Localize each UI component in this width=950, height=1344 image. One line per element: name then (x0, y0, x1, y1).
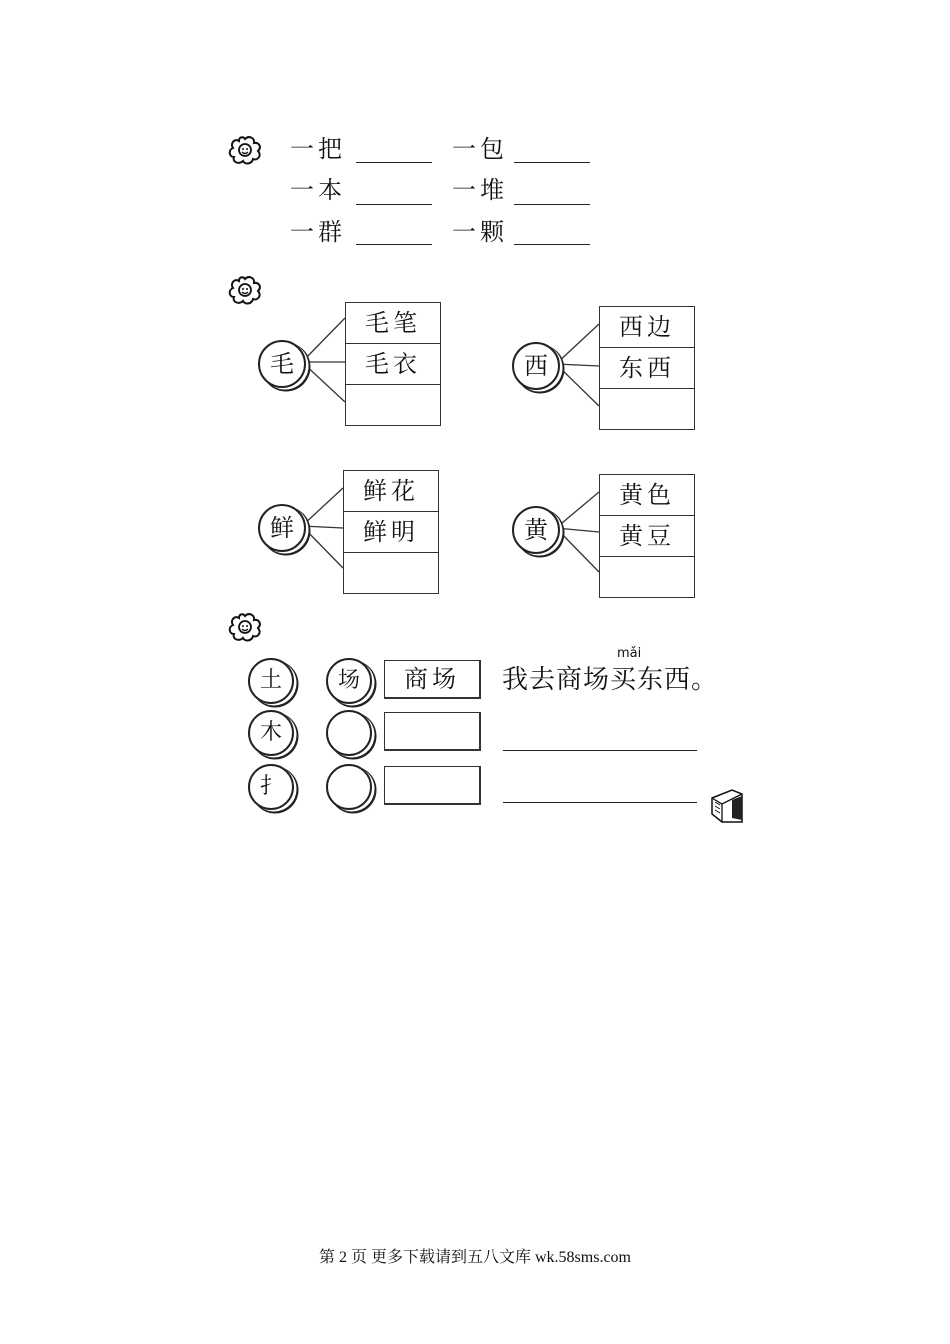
answer-blank[interactable] (356, 244, 432, 245)
character-circle[interactable] (326, 710, 372, 756)
word-cell: 鲜明 (344, 512, 438, 553)
word-cell: 毛衣 (346, 344, 440, 385)
hub-character: 毛 (258, 340, 306, 388)
page-footer: 第 2 页 更多下载请到五八文库 wk.58sms.com (318, 1249, 631, 1266)
word-cell: 东西 (600, 348, 694, 389)
answer-cell[interactable] (344, 553, 438, 593)
answer-cell[interactable] (600, 557, 694, 597)
flower-icon (228, 612, 262, 642)
word-tree (256, 302, 446, 428)
sentence-blank[interactable] (503, 802, 697, 803)
example-sentence: 我去商场买东西。 (502, 665, 719, 695)
answer-blank[interactable] (514, 162, 590, 163)
word-box[interactable]: 商场 (384, 660, 481, 699)
box-illustration (710, 784, 744, 824)
measure-word-right: 一包 (452, 135, 508, 163)
measure-word-right: 一堆 (452, 176, 508, 204)
measure-word-left: 一把 (290, 135, 346, 163)
answer-blank[interactable] (514, 204, 590, 205)
answer-blank[interactable] (356, 204, 432, 205)
word-cell: 毛笔 (346, 303, 440, 344)
measure-word-left: 一本 (290, 176, 346, 204)
word-cell: 黄色 (600, 475, 694, 516)
flower-icon (228, 275, 262, 305)
radical-circle: 木 (248, 710, 294, 756)
character-circle[interactable] (326, 764, 372, 810)
hub-character: 黄 (512, 506, 560, 554)
measure-word-right: 一颗 (452, 218, 508, 246)
word-cell: 黄豆 (600, 516, 694, 557)
answer-blank[interactable] (514, 244, 590, 245)
word-box (343, 470, 439, 594)
word-tree (510, 474, 700, 600)
answer-cell[interactable] (600, 389, 694, 429)
radical-circle: 土 (248, 658, 294, 704)
pinyin-annotation: mǎi (617, 646, 642, 661)
measure-word-left: 一群 (290, 218, 346, 246)
word-box (599, 474, 695, 598)
word-box (599, 306, 695, 430)
word-box[interactable] (384, 766, 481, 805)
word-tree (510, 306, 700, 432)
radical-circle: 扌 (248, 764, 294, 810)
flower-icon (228, 135, 262, 165)
character-circle[interactable]: 场 (326, 658, 372, 704)
word-tree (256, 470, 446, 596)
word-cell: 西边 (600, 307, 694, 348)
word-box[interactable] (384, 712, 481, 751)
hub-character: 西 (512, 342, 560, 390)
answer-blank[interactable] (356, 162, 432, 163)
hub-character: 鲜 (258, 504, 306, 552)
word-box (345, 302, 441, 426)
sentence-blank[interactable] (503, 750, 697, 751)
word-cell: 鲜花 (344, 471, 438, 512)
answer-cell[interactable] (346, 385, 440, 425)
